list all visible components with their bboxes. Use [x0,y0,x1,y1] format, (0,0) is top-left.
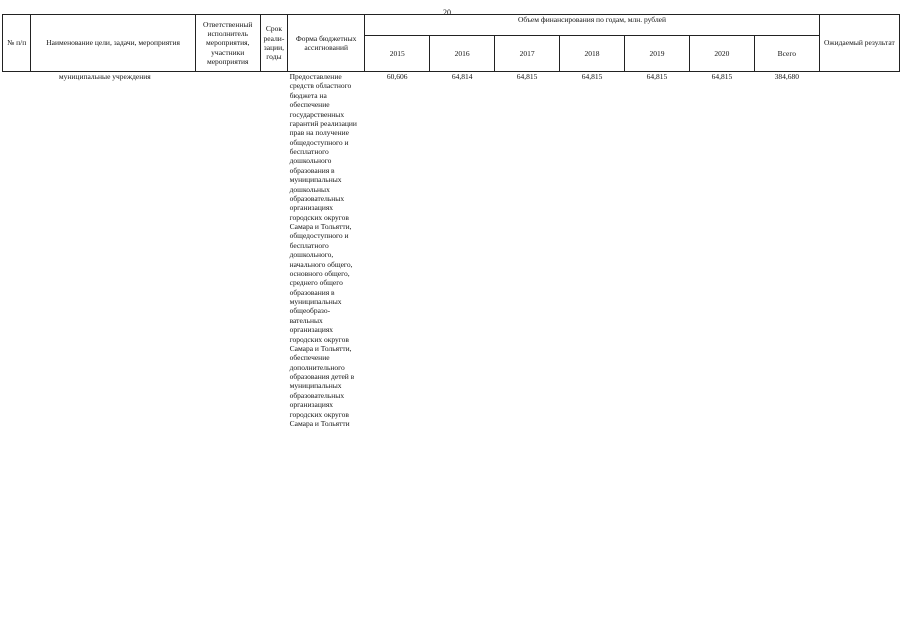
header-year-2015: 2015 [365,36,430,72]
header-year-2018: 2018 [560,36,625,72]
header-year-2020: 2020 [689,36,754,72]
value-total: 384,680 [774,72,800,81]
value-2016: 64,814 [451,72,473,81]
header-number: № п/п [3,15,31,72]
value-2015: 60,606 [386,72,408,81]
row-name: муниципальные учреждения [58,72,151,81]
header-year-2017: 2017 [495,36,560,72]
header-term: Срок реали-зации, годы [260,15,287,72]
header-form: Форма бюджетных ассигнований [288,15,365,72]
header-responsible: Ответственный исполнитель мероприятия, участники мероприятия [195,15,260,72]
header-year-2019: 2019 [624,36,689,72]
program-activities-table [2,14,900,428]
header-funding: Объем финансирования по годам, млн. рублей [365,15,820,36]
header-total: Всего [754,36,819,72]
row-form: Предоставление средств областного бюджета на обеспечение государственных гарантий реализации прав на получение общедоступного и бесплатного дошкольного образования в муниципальных дошкольных образовательных организациях городских округов Самара и Тольятти, общедоступного и бесплатного дошкольного, начального общего, основного общего, среднего общего образования в муниципальных общеобразо-вательных организациях городских округов Самара и Тольятти, обеспечение дополнительного образования детей в муниципальных образовательных организациях городских округов Самара и Тольятти [289,72,357,428]
table-row [3,72,900,429]
page-number: 20 [443,8,451,17]
value-2017: 64,815 [516,72,538,81]
row-responsible [195,72,260,429]
row-term [260,72,287,429]
row-result [819,72,899,429]
value-2019: 64,815 [646,72,668,81]
header-result: Ожидаемый результат [819,15,899,72]
header-name: Наименование цели, задачи, мероприятия [31,15,195,72]
value-2018: 64,815 [581,72,603,81]
header-year-2016: 2016 [430,36,495,72]
row-number [3,72,31,429]
value-2020: 64,815 [711,72,733,81]
